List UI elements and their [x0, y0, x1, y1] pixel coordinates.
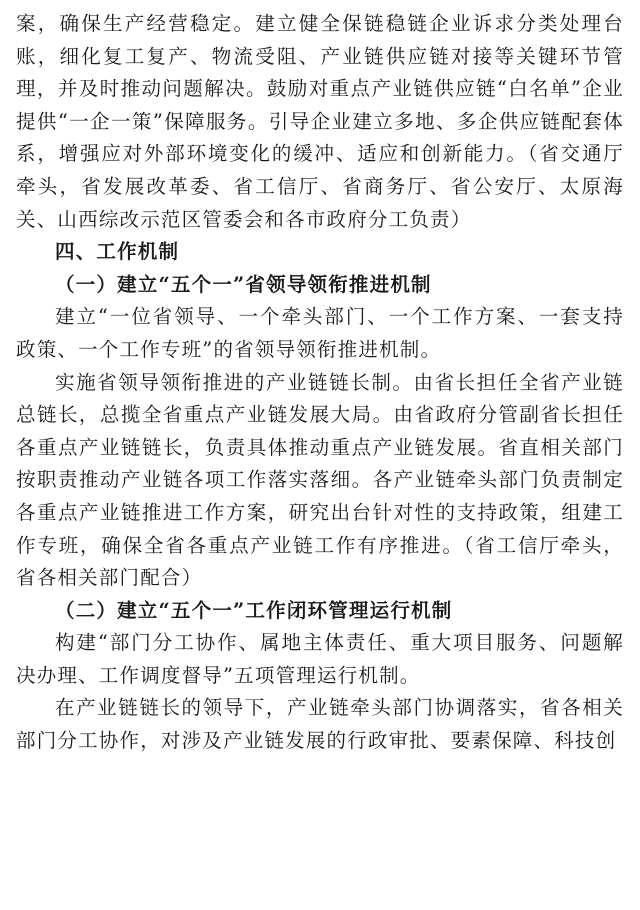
paragraph-2: 建立“一位省领导、一个牵头部门、一个工作方案、一套支持政策、一个工作专班”的省领导领衔推进机制。 — [16, 305, 624, 361]
paragraph-3: 实施省领导领衔推进的产业链链长制。由省长担任全省产业链总链长，总揽全省重点产业链发展大局。由省政府分管副省长担任各重点产业链链长，负责具体推动重点产业链发展。省直相关部门按职责推动产业链各项工作落实落细。各产业链牵头部门负责制定各重点产业链推进工作方案，研究出台针对性的支持政策，组建工作专班，确保全省各重点产业链工作有序推进。（省工信厅牵头，省各相关部门配合） — [16, 370, 624, 590]
paragraph-4: 构建“部门分工协作、属地主体责任、重大项目服务、问题解决办理、工作调度督导”五项管理运行机制。 — [16, 631, 624, 687]
paragraph-1: 案，确保生产经营稳定。建立健全保链稳链企业诉求分类处理台账，细化复工复产、物流受阻、产业链供应链对接等关键环节管理，并及时推动问题解决。鼓励对重点产业链供应链“白名单”企业提供“一企一策”保障服务。引导企业建立多地、多企供应链配套体系，增强应对外部环境变化的缓冲、适应和创新能力。（省交通厅牵头，省发展改革委、省工信厅、省商务厅、省公安厅、太原海关、山西综改示范区管委会和各市政府分工负责） — [16, 12, 624, 231]
subsection-heading-1: （一）建立“五个一”省领导领衔推进机制 — [55, 272, 432, 296]
subsection-heading-2: （二）建立“五个一”工作闭环管理运行机制 — [55, 598, 453, 622]
paragraph-5: 在产业链链长的领导下，产业链牵头部门协调落实，省各相关部门分工协作，对涉及产业链发展的行政审批、要素保障、科技创 — [16, 696, 624, 753]
section-heading-work-mechanism: 四、工作机制 — [55, 240, 180, 264]
